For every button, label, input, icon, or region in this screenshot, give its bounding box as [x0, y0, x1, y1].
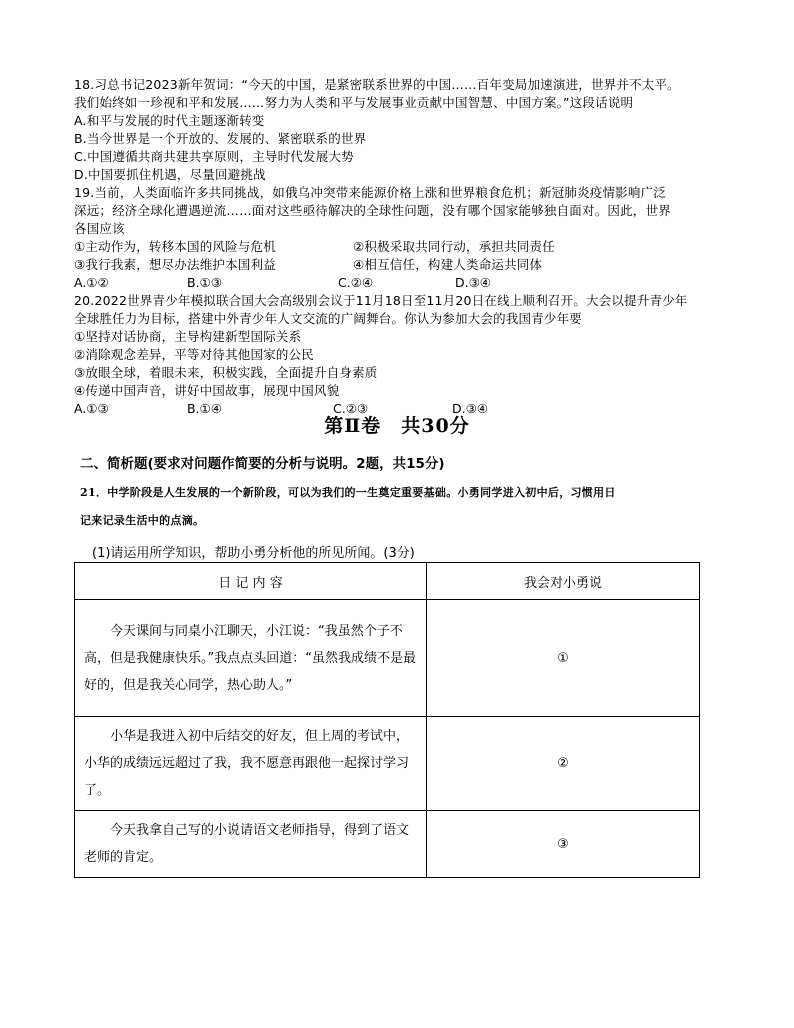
q19-stem-line3: 各国应该 — [74, 221, 125, 236]
q21-intro-line2: 记来记录生活中的点滴。 — [80, 514, 205, 527]
q20-option-b: B.①④ — [187, 401, 222, 416]
table-header-row — [75, 563, 700, 600]
q21-subquestion-1: (1)请运用所学知识，帮助小勇分析他的所见所闻。(3分) — [92, 546, 415, 561]
diary-entry-cell — [75, 717, 427, 811]
q18-option-a: A.和平与发展的时代主题逐渐转变 — [74, 113, 265, 128]
q19-item-3: ③我行我素，想尽办法维护本国利益 — [74, 257, 276, 272]
q19-item-2: ②积极采取共同行动，承担共同责任 — [353, 239, 555, 254]
answer-cell-2: ② — [427, 717, 700, 811]
q21-intro-line1: 21．中学阶段是人生发展的一个新阶段，可以为我们的一生奠定重要基础。小勇同学进入初中后，习惯用日 — [80, 486, 616, 499]
header-what-i-say: 我会对小勇说 — [427, 563, 700, 600]
q20-item-4: ④传递中国声音，讲好中国故事，展现中国风貌 — [74, 383, 340, 398]
q20-item-2: ②消除观念差异，平等对待其他国家的公民 — [74, 347, 315, 362]
q20-option-c: C.②③ — [333, 401, 369, 416]
table-row — [75, 811, 700, 878]
q19-item-1: ①主动作为，转移本国的风险与危机 — [74, 239, 276, 254]
part-two-heading: 二、简析题(要求对问题作简要的分析与说明。2题，共15分) — [80, 456, 445, 472]
answer-cell-3: ③ — [427, 811, 700, 878]
q20-stem-line1: 20.2022世界青少年模拟联合国大会高级别会议于11月18日至11月20日在线上顺利召开。大会以提升青少年 — [74, 293, 688, 308]
diary-entry-text: 小华是我进入初中后结交的好友，但上周的考试中，小华的成绩远远超过了我，我不愿意再跟他一起探讨学习了。 — [84, 729, 410, 798]
q19-option-c: C.②④ — [338, 275, 374, 290]
q20-option-a: A.①③ — [74, 401, 109, 416]
diary-entry-cell — [75, 811, 427, 878]
diary-entry-cell — [75, 600, 427, 717]
table-row — [75, 717, 700, 811]
answer-cell-1: ① — [427, 600, 700, 717]
table-row — [75, 600, 700, 717]
q18-option-c: C.中国遵循共商共建共享原则，主导时代发展大势 — [74, 149, 354, 164]
q19-stem-line2: 深远；经济全球化遭遇逆流……面对这些亟待解决的全球性问题，没有哪个国家能够独自面对。因此，世界 — [74, 203, 671, 218]
q20-option-d: D.③④ — [452, 401, 489, 416]
q18-stem-line2: 我们始终如一珍视和平和发展……努力为人类和平与发展事业贡献中国智慧、中国方案。”这段话说明 — [74, 95, 634, 110]
q19-option-b: B.①③ — [187, 275, 222, 290]
q19-stem-line1: 19.当前，人类面临许多共同挑战，如俄乌冲突带来能源价格上涨和世界粮食危机；新冠肺炎疫情影响广泛 — [74, 185, 666, 200]
q19-item-4: ④相互信任，构建人类命运共同体 — [353, 257, 543, 272]
q20-item-3: ③放眼全球，着眼未来，积极实践，全面提升自身素质 — [74, 365, 378, 380]
diary-entry-text: 今天我拿自己写的小说请语文老师指导，得到了语文老师的肯定。 — [84, 823, 410, 865]
section-title: 第Ⅱ卷 共30分 — [324, 415, 470, 437]
q20-stem-line2: 全球胜任力为目标，搭建中外青少年人文交流的广阔舞台。你认为参加大会的我国青少年要 — [74, 311, 583, 326]
diary-table — [74, 562, 700, 878]
header-diary-content: 日 记 内 容 — [75, 563, 427, 600]
q18-option-b: B.当今世界是一个开放的、发展的、紧密联系的世界 — [74, 131, 367, 146]
q20-item-1: ①坚持对话协商，主导构建新型国际关系 — [74, 329, 302, 344]
q19-option-a: A.①② — [74, 275, 109, 290]
diary-entry-text: 今天课间与同桌小江聊天，小江说：“我虽然个子不高，但是我健康快乐。”我点点头回道：“虽然我成绩不是最好的，但是我关心同学，热心助人。” — [84, 623, 416, 693]
q19-option-d: D.③④ — [455, 275, 492, 290]
q18-stem-line1: 18.习总书记2023新年贺词：“今天的中国，是紧密联系世界的中国……百年变局加速演进，世界并不太平。 — [74, 77, 680, 92]
q18-option-d: D.中国要抓住机遇，尽量回避挑战 — [74, 167, 266, 182]
